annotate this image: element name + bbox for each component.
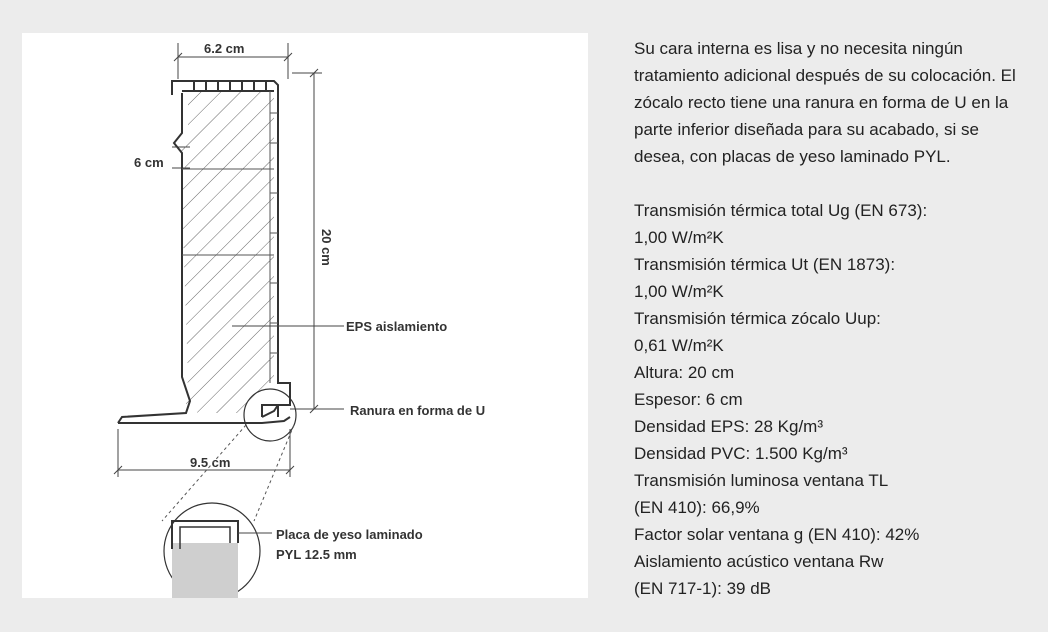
zoom-lines xyxy=(162,425,294,521)
dim-left-label: 6 cm xyxy=(134,155,164,170)
spec-line: Factor solar ventana g (EN 410): 42% xyxy=(634,525,920,544)
spec-line: (EN 410): 66,9% xyxy=(634,498,760,517)
spec-line: Transmisión térmica total Ug (EN 673): xyxy=(634,201,928,220)
spec-line: 0,61 W/m²K xyxy=(634,336,724,355)
dimension-right xyxy=(292,69,322,413)
eps-core xyxy=(180,91,274,413)
dim-top-label: 6.2 cm xyxy=(204,41,245,56)
spec-line: Densidad PVC: 1.500 Kg/m³ xyxy=(634,444,848,463)
spec-line: Altura: 20 cm xyxy=(634,363,735,382)
placa-label-line2: PYL 12.5 mm xyxy=(276,547,357,562)
placa-label-line1: Placa de yeso laminado xyxy=(276,527,423,542)
eps-label: EPS aislamiento xyxy=(346,319,448,334)
gypsum-board xyxy=(172,543,238,598)
spec-line: Transmisión térmica Ut (EN 1873): xyxy=(634,255,896,274)
profile-section-drawing xyxy=(22,33,588,598)
ranura-label: Ranura en forma de U xyxy=(350,403,486,418)
technical-drawing xyxy=(22,33,588,598)
intro-paragraph: Su cara interna es lisa y no necesita ningún tratamiento adicional después de su colocación. El zócalo recto tiene una ranura en forma de U en la parte inferior diseñada para su acabado, si se desea, con placas de yeso laminado PYL. xyxy=(634,39,1016,166)
spec-line: Densidad EPS: 28 Kg/m³ xyxy=(634,417,823,436)
detail-circle xyxy=(244,389,296,441)
spec-line: (EN 717-1): 39 dB xyxy=(634,579,772,598)
spec-line: Transmisión térmica zócalo Uup: xyxy=(634,309,881,328)
description-column xyxy=(634,35,1034,602)
spec-line: Transmisión luminosa ventana TL xyxy=(634,471,889,490)
enlarged-detail xyxy=(164,503,260,598)
spec-line: 1,00 W/m²K xyxy=(634,228,724,247)
spec-line: Aislamiento acústico ventana Rw xyxy=(634,552,884,571)
dim-bottom-label: 9.5 cm xyxy=(190,455,231,470)
dim-right-label: 20 cm xyxy=(319,229,334,266)
spec-line: 1,00 W/m²K xyxy=(634,282,724,301)
spec-line: Espesor: 6 cm xyxy=(634,390,743,409)
